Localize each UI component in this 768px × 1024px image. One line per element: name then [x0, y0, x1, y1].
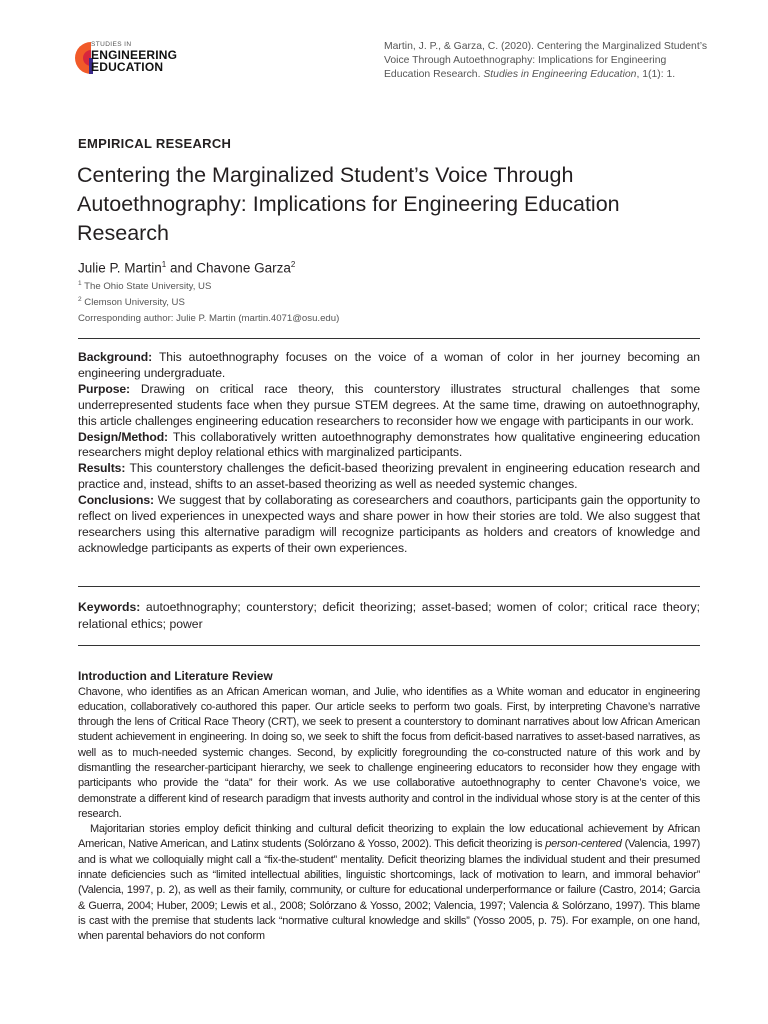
body-paragraph-2: [78, 822, 700, 944]
abstract-background: [78, 350, 700, 382]
affiliation-2-sup: 2: [78, 296, 82, 303]
abstract-label: Design/Method:: [78, 429, 169, 444]
citation: [384, 40, 714, 82]
abstract-top-rule: [78, 338, 700, 339]
paper-title: Centering the Marginalized Student’s Voice Through Autoethnography: Implications for Engineering Education Research: [77, 163, 620, 245]
abstract-conclusions: [78, 493, 700, 557]
authors-and: and: [166, 260, 197, 276]
authors: [78, 260, 295, 276]
paragraph-2-italic: person-centered: [545, 838, 622, 851]
abstract-purpose: [78, 382, 700, 430]
abstract-text: Drawing on critical race theory, this counterstory illustrates structural challenges that some underrepresented students face when they pursue STEM degrees. At the same time, drawing on autoethnography, this article challenges engineering education researchers to reconsider how we engage with participants in our work.: [78, 381, 700, 428]
abstract-design-method: [78, 430, 700, 462]
logo-line3: EDUCATION: [91, 60, 164, 74]
abstract-label: Conclusions:: [78, 493, 154, 508]
abstract-text: We suggest that by collaborating as coresearchers and coauthors, participants gain the opportunity to reflect on lived experiences in unexpected ways and share power in how their stories are told. We also suggest that researchers using this alternative paradigm will recognize participants as holders and creators of knowledge and acknowledge participants as experts of their own experiences.: [78, 493, 700, 555]
logo-line1: STUDIES IN: [91, 41, 132, 48]
keywords-label: Keywords:: [78, 600, 141, 614]
section-heading: Introduction and Literature Review: [78, 669, 273, 683]
author-2-sup: 2: [290, 260, 296, 269]
paragraph-2-text-a: Majoritarian stories employ deficit thinking and cultural deficit theorizing to explain the low educational achievement by African American, Native American, and Latinx students (Solórzano & Yosso, 2002). This deficit theorizing is: [78, 823, 700, 851]
affiliation-1-sup: 1: [78, 280, 82, 287]
affiliation-1-text: The Ohio State University, US: [81, 281, 212, 293]
citation-tail: , 1(1): 1.: [636, 69, 676, 80]
abstract-text: This counterstory challenges the deficit-based theorizing prevalent in engineering education research and practice and, instead, shifts to an asset-based theorizing as well as needed systemic changes.: [78, 461, 700, 492]
affiliation-1: [78, 280, 211, 292]
citation-journal: Studies in Engineering Education: [483, 69, 637, 80]
keywords-text: autoethnography; counterstory; deficit theorizing; asset-based; women of color; critical race theory; relational ethics; power: [78, 600, 700, 631]
author-1-sup: 1: [161, 260, 167, 269]
abstract-label: Background:: [78, 350, 153, 364]
citation-text: Martin, J. P., & Garza, C. (2020). Centering the Marginalized Student’s Voice Through Autoethnography: Implications for Engineering Education Research.: [384, 41, 708, 80]
body-paragraph-1: Chavone, who identifies as an African American woman, and Julie, who identifies as a White woman and educator in engineering education, collaboratively co-authored this paper. Our article seeks to perform two goals. First, by interpreting Chavone’s narrative through the lens of Critical Race Theory (CRT), we seek to present a counterstory to dominant narratives about low African American student achievement in engineering. In doing so, we seek to shift the focus from deficit-based narratives to asset-based narratives, as well as to much-needed systemic changes. Second, by explicitly foregrounding the co-constructed nature of this work and by dismantling the researcher-participant hierarchy, we seek to challenge engineering educators to reconsider how they engage with participants who provide the “data” for their work. As we use collaborative autoethnography to center Chavone’s voice, we demonstrate a different kind of research paradigm that invests authority and control in the individual whose story is at the center of this research.: [78, 685, 700, 820]
corresponding-author: Corresponding author: Julie P. Martin (martin.4071@osu.edu): [78, 313, 340, 324]
abstract-label: Purpose:: [78, 381, 131, 396]
keywords-top-rule: [78, 586, 700, 587]
abstract-results: [78, 461, 700, 493]
paragraph-2-text-b: (Valencia, 1997) and is what we colloquially might call a “fix-the-student” mentality. Deficit theorizing blames the individual student and their presumed innate deficiencies such as “limited intellectual abilities, linguistic shortcomings, lack of motivation to learn, and immoral behavior” (Valencia, 1997, p. 2), as well as their family, community, or culture for educational underperformance or failure (Castro, 2014; Garcia & Guerra, 2004; Huber, 2009; Lewis et al., 2008; Solórzano & Yosso, 2002; Valencia, 1997; Valencia & Solórzano, 1997). This blame is cast with the premise that students lack “normative cultural knowledge and skills” (Yosso 2005, p. 75). For example, on one hand, when parental behaviors do not conform: [78, 838, 700, 943]
keywords-bottom-rule: [78, 645, 700, 646]
keywords: [78, 599, 700, 632]
section-label: EMPIRICAL RESEARCH: [78, 136, 232, 151]
abstract-label: Results:: [78, 461, 126, 476]
abstract: [78, 350, 700, 557]
journal-logo: [75, 40, 185, 80]
affiliation-2: [78, 296, 185, 308]
logo-line2: ENGINEERING: [91, 48, 178, 62]
body-text: [78, 669, 700, 945]
affiliation-2-text: Clemson University, US: [81, 297, 185, 309]
abstract-text: This collaboratively written autoethnography demonstrates how qualitative engineering education researchers might deploy relational ethics with marginalized participants.: [78, 429, 700, 460]
author-1: Julie P. Martin: [78, 260, 162, 276]
author-2: Chavone Garza: [196, 260, 291, 276]
abstract-text: This autoethnography focuses on the voice of a woman of color in her journey becoming an engineering undergraduate.: [78, 350, 700, 380]
